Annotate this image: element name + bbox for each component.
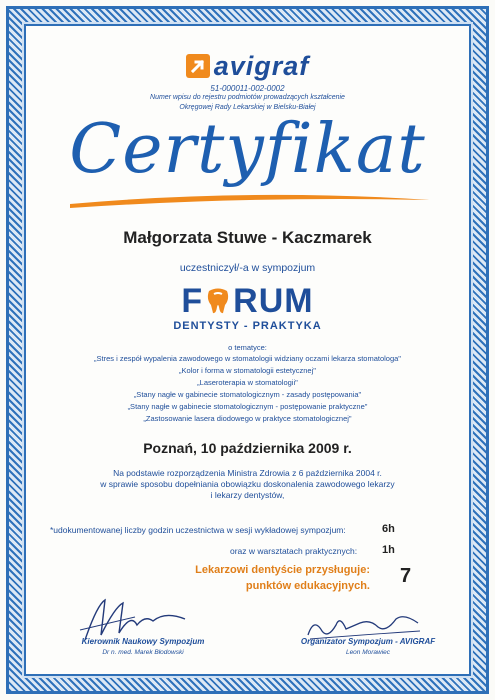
topic-item: „Laseroterapia w stomatologii"	[197, 378, 298, 387]
legal-basis-line-3: i lekarzy dentystów,	[210, 490, 285, 500]
logo-brand-text: avigraf	[213, 50, 310, 81]
recipient-name: Małgorzata Stuwe - Kaczmarek	[123, 228, 372, 247]
forum-subtitle: DENTYSTY - PRAKTYKA	[173, 320, 322, 332]
arrow-up-right-icon	[186, 54, 210, 78]
topic-item: „Zastosowanie lasera diodowego w praktyce stomatologicznej"	[143, 414, 352, 423]
orange-swoosh-decoration	[70, 190, 430, 210]
tooth-icon	[203, 285, 233, 315]
right-signatory-role: Organizator Sympozjum - AVIGRAF	[300, 637, 436, 646]
avigraf-logo	[30, 52, 465, 80]
registry-line-2: Okręgowej Rady Lekarskiej w Bielsku-Białej	[179, 104, 316, 111]
left-signatory-name: Dr n. med. Marek Błodowski	[102, 649, 184, 656]
workshop-hours-value: 1h	[382, 544, 395, 556]
forum-logo	[30, 284, 465, 318]
topic-item: „Stany nagłe w gabinecie stomatologicznym - zasady postępowania"	[133, 390, 362, 399]
forum-letters-rum: RUM	[233, 282, 314, 320]
points-value: 7	[400, 565, 412, 587]
topic-item: „Kolor i forma w stomatologii estetycznej"	[179, 366, 316, 375]
lecture-hours-label: *udokumentowanej liczby godzin uczestnictwa w sesji wykładowej sympozjum:	[50, 525, 346, 535]
legal-basis-line-1: Na podstawie rozporządzenia Ministra Zdrowia z 6 października 2004 r.	[113, 468, 382, 478]
topic-item: „Stres i zespół wypalenia zawodowego w stomatologii widziany oczami lekarza stomatologa"	[94, 354, 401, 363]
workshop-hours-label: oraz w warsztatach praktycznych:	[230, 546, 358, 556]
right-signatory-name: Leon Morawiec	[345, 649, 391, 656]
date-line: Poznań, 10 października 2009 r.	[143, 440, 352, 456]
certificate-title: Certyfikat	[69, 110, 426, 189]
topic-item: „Stany nagłe w gabinecie stomatologicznym - postępowanie praktyczne"	[127, 402, 368, 411]
participation-text: uczestniczył/-a w sympozjum	[179, 262, 316, 274]
registry-number: 51-000011-002-0002	[210, 84, 285, 93]
lecture-hours-value: 6h	[382, 523, 395, 535]
topics-label: o tematyce:	[228, 343, 267, 352]
certificate-content	[30, 30, 465, 670]
legal-basis	[90, 468, 405, 501]
legal-basis-line-2: w sprawie sposobu dopełniania obowiązku doskonalenia zawodowego lekarzy	[100, 479, 395, 489]
points-label-line-2: punktów edukacyjnych.	[245, 580, 370, 592]
left-signatory-role: Kierownik Naukowy Sympozjum	[81, 637, 205, 646]
registry-line-1: Numer wpisu do rejestru podmiotów prowadzących kształcenie	[150, 94, 345, 101]
points-label-line-1: Lekarzowi dentyście przysługuje:	[195, 564, 370, 576]
forum-letter-f: F	[181, 282, 204, 320]
